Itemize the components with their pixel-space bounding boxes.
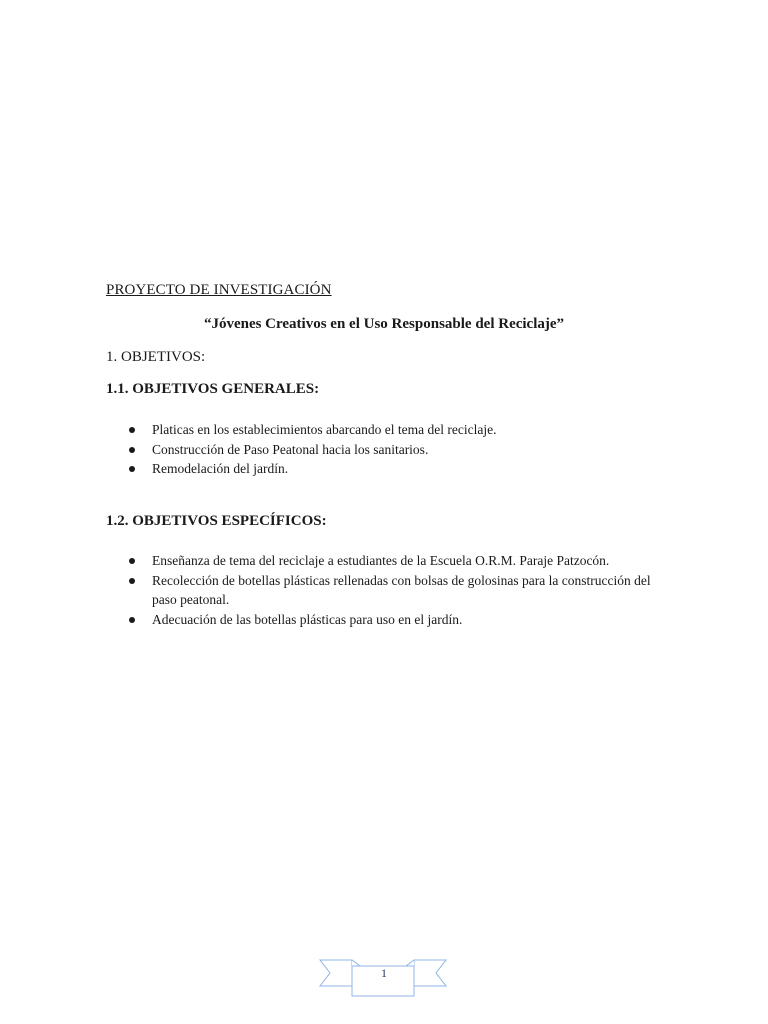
- list-item: [106, 610, 666, 630]
- bullet-icon: [129, 617, 135, 623]
- list-item: [106, 571, 666, 610]
- list-item-text: Adecuación de las botellas plásticas para uso en el jardín.: [152, 611, 463, 627]
- specific-objectives-heading: 1.2. OBJETIVOS ESPECÍFICOS:: [106, 513, 327, 529]
- bullet-icon: [129, 427, 135, 433]
- bullet-icon: [129, 578, 135, 584]
- list-item: [106, 420, 666, 440]
- general-objectives-heading: 1.1. OBJETIVOS GENERALES:: [106, 381, 320, 397]
- list-item: [106, 551, 666, 571]
- objectives-label: 1. OBJETIVOS:: [106, 349, 206, 365]
- bullet-icon: [129, 447, 135, 453]
- bullet-icon: [129, 558, 135, 564]
- list-item: [106, 459, 666, 479]
- list-item: [106, 440, 666, 460]
- list-item-text: Construcción de Paso Peatonal hacia los sanitarios.: [152, 441, 429, 457]
- main-heading: PROYECTO DE INVESTIGACIÓN: [106, 282, 332, 298]
- project-title: “Jóvenes Creativos en el Uso Responsable del Reciclaje”: [203, 316, 565, 332]
- list-item-text: Remodelación del jardín.: [152, 461, 289, 476]
- list-item-text: Recolección de botellas plásticas rellenadas con bolsas de golosinas para la construcción del paso peatonal.: [152, 572, 651, 607]
- general-objectives-list: [106, 420, 666, 479]
- list-item-text: Platicas en los establecimientos abarcando el tema del reciclaje.: [152, 422, 497, 437]
- specific-objectives-list: [106, 551, 666, 629]
- list-item-text: Enseñanza de tema del reciclaje a estudiantes de la Escuela O.R.M. Paraje Patzocón.: [152, 553, 610, 568]
- bullet-icon: [129, 466, 135, 472]
- page-number: 1: [381, 966, 387, 980]
